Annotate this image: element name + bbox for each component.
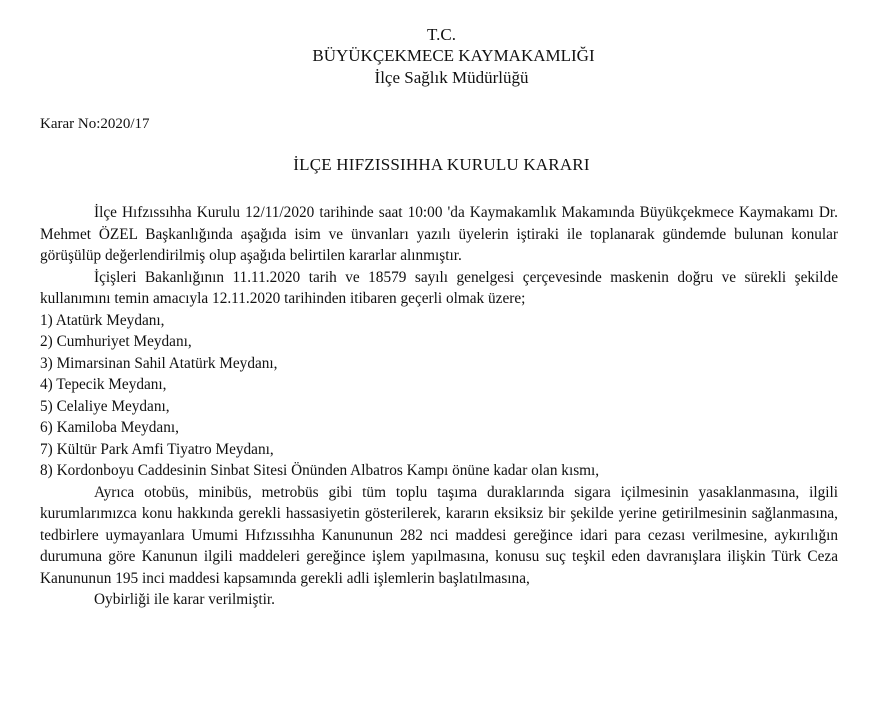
- list-item: 6) Kamiloba Meydanı,: [40, 419, 179, 436]
- paragraph-meeting: İlçe Hıfzıssıhha Kurulu 12/11/2020 tarihinde saat 10:00 'da Kaymakamlık Makamında Büyükçekmece Kaymakamı Dr. Mehmet ÖZEL Başkanlığında aşağıda isim ve ünvanları yazılı üyelerin iştiraki ile toplanarak gündemde bulunan konular görüşülüp değerlendirilmiş olup aşağıda belirtilen kararlar alınmıştır.: [40, 204, 838, 264]
- paragraph-smoking-ban: Ayrıca otobüs, minibüs, metrobüs gibi tüm toplu taşıma duraklarında sigara içilmesinin yasaklanmasına, ilgili kurumlarımızca konu hakkında gerekli hassasiyetin gösterilerek, kararın eksiksiz bir şekilde yerine getirilmesinin sağlanmasına, tedbirlere uymayanlara Umumi Hıfzıssıhha Kanununun 282 nci maddesi gereğince idari para cezası verilmesine, aykırılığın durumuna göre Kanunun ilgili maddeleri gereğince işlem yapılmasına, konusu suç teşkil eden davranışlara ilişkin Türk Ceza Kanununun 195 inci maddesi kapsamında gerekli adli işlemlerin başlatılmasına,: [40, 483, 838, 587]
- list-item: 3) Mimarsinan Sahil Atatürk Meydanı,: [40, 354, 278, 372]
- document-body: [40, 202, 838, 611]
- location-list: [40, 310, 838, 482]
- paragraph-unanimous: Oybirliği ile karar verilmiştir.: [94, 591, 275, 608]
- list-item: 2) Cumhuriyet Meydanı,: [40, 333, 192, 350]
- list-item: 4) Tepecik Meydanı,: [40, 376, 167, 393]
- karar-number: Karar No:2020/17: [40, 116, 150, 132]
- document-title: İLÇE HIFZISSIHHA KURULU KARARI: [293, 155, 590, 174]
- paragraph-genelge: İçişleri Bakanlığının 11.11.2020 tarih ve 18579 sayılı genelgesi çerçevesinde maskenin doğru ve sürekli şekilde kullanımını temin amacıyla 12.11.2020 tarihinden itibaren geçerli olmak üzere;: [40, 268, 838, 307]
- header-mudurluk: İlçe Sağlık Müdürlüğü: [374, 68, 529, 87]
- header-kaymakamlik: BÜYÜKÇEKMECE KAYMAKAMLIĞI: [312, 46, 595, 65]
- header-tc: T.C.: [427, 25, 456, 44]
- list-item: 1) Atatürk Meydanı,: [40, 311, 165, 329]
- list-item: 7) Kültür Park Amfi Tiyatro Meydanı,: [40, 440, 274, 458]
- list-item: 5) Celaliye Meydanı,: [40, 397, 170, 415]
- list-item: 8) Kordonboyu Caddesinin Sinbat Sitesi Önünden Albatros Kampı önüne kadar olan kısmı,: [40, 462, 600, 479]
